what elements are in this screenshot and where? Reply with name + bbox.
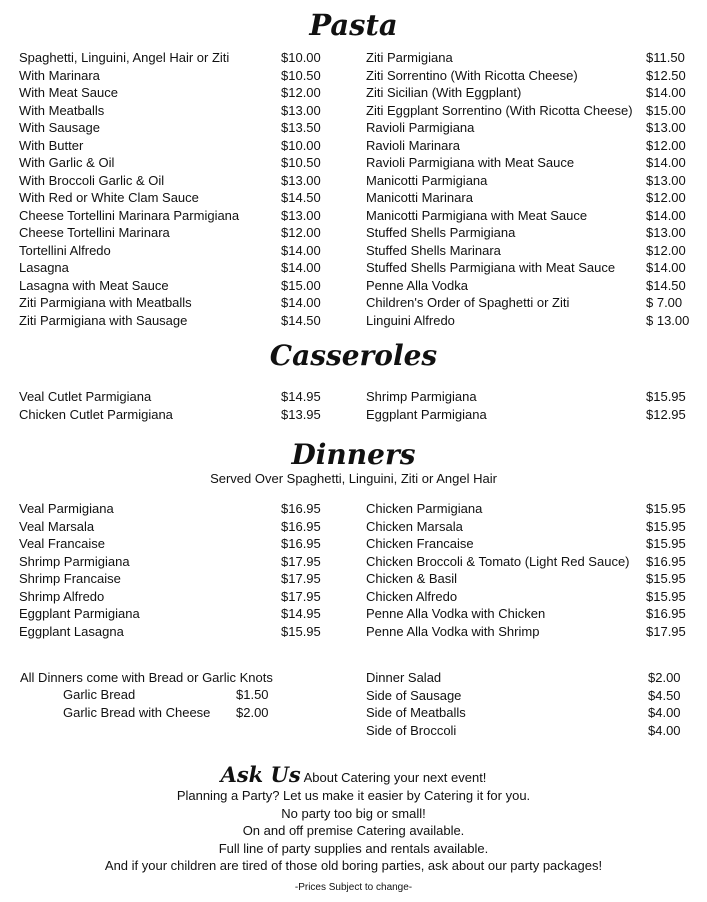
menu-item-row [19,388,331,405]
menu-item-price: $ 13.00 [646,312,690,328]
menu-item-row [19,277,331,294]
menu-item-name: Shrimp Francaise [19,571,121,586]
menu-item-name: Penne Alla Vodka with Chicken [366,606,546,621]
menu-item-price: $13.00 [646,225,686,240]
menu-item-price: $15.95 [646,501,686,516]
menu-item-row [366,605,696,622]
menu-item-row [19,172,331,189]
menu-item-price: $15.95 [646,536,686,551]
menu-item-row [366,722,698,739]
menu-item-name: Spaghetti, Linguini, Angel Hair or Ziti [19,50,230,65]
menu-item-name: Chicken & Basil [366,571,458,586]
menu-item-row [366,553,696,570]
menu-item-row [366,259,696,276]
menu-item-price: $ 7.00 [646,295,683,310]
menu-item-row [366,623,696,640]
menu-item-row [366,224,696,241]
menu-item-price: $13.00 [281,172,321,188]
menu-item-row [19,294,331,311]
menu-item-name: Veal Marsala [19,518,95,534]
menu-item-row [19,312,331,329]
menu-item-price: $12.00 [646,137,686,153]
menu-item-price: $10.00 [281,50,321,65]
menu-item-row [19,102,331,119]
menu-item-name: Veal Francaise [19,536,105,551]
dinners-title: Dinners [291,438,416,471]
menu-item-row [19,518,331,535]
menu-item-name: Ziti Parmigiana with Sausage [19,312,188,328]
catering-line: Full line of party supplies and rentals available. [218,841,489,856]
catering-line: No party too big or small! [281,806,426,821]
menu-item-name: With Red or White Clam Sauce [19,190,199,205]
menu-item-price: $14.00 [646,207,686,223]
menu-item-row [366,669,698,686]
menu-item-row [19,84,331,101]
menu-item-price: $17.95 [281,553,321,569]
menu-item-price: $12.50 [646,67,686,83]
menu-item-name: With Meat Sauce [19,85,118,100]
dinners-bread-note: All Dinners come with Bread or Garlic Knots [20,670,273,685]
menu-item-name: Ravioli Parmigiana with Meat Sauce [366,155,575,170]
menu-item-row [366,588,696,605]
menu-item-row [366,242,696,259]
menu-item-price: $14.95 [281,389,321,404]
menu-item-price: $12.00 [281,85,321,100]
menu-item-price: $16.95 [646,606,686,621]
menu-item-name: Lasagna with Meat Sauce [19,277,169,293]
menu-item-name: Cheese Tortellini Marinara Parmigiana [19,207,240,223]
menu-item-price: $15.00 [281,277,321,293]
menu-item-row [19,189,331,206]
menu-item-name: Penne Alla Vodka [366,277,468,293]
menu-item-name: Garlic Bread with Cheese [63,704,211,720]
menu-item-name: Linguini Alfredo [366,312,455,328]
catering-line: And if your children are tired of those old boring parties, ask about our party packages! [104,858,603,873]
menu-item-name: Shrimp Alfredo [19,588,105,604]
menu-item-name: With Sausage [19,120,100,135]
prices-disclaimer: -Prices Subject to change- [294,882,413,893]
menu-item-name: Shrimp Parmigiana [366,389,477,404]
menu-item-name: Eggplant Lasagna [19,623,124,639]
menu-item-price: $16.95 [646,553,686,569]
menu-item-name: Ziti Parmigiana [366,50,453,65]
menu-item-price: $16.95 [281,501,321,516]
menu-item-price: $17.95 [646,623,686,639]
menu-item-name: Chicken Parmigiana [366,501,483,516]
menu-item-price: $15.00 [646,102,686,118]
menu-item-price: $14.50 [281,190,321,205]
menu-item-row [366,277,696,294]
menu-item-name: Tortellini Alfredo [19,242,111,258]
menu-item-price: $15.95 [646,588,686,604]
menu-item-price: $14.95 [281,606,321,621]
menu-item-price: $13.00 [646,172,686,188]
menu-item-row [19,500,331,517]
catering-line: Planning a Party? Let us make it easier by Catering it for you. [176,788,531,803]
menu-item-row [366,518,696,535]
menu-item-price: $1.50 [236,687,269,702]
menu-item-row [366,207,696,224]
menu-item-price: $15.95 [281,623,321,639]
menu-item-name: Stuffed Shells Marinara [366,242,501,258]
menu-item-price: $10.50 [281,155,321,170]
menu-item-name: Manicotti Marinara [366,190,473,205]
menu-item-name: With Meatballs [19,102,105,118]
menu-item-row [366,570,696,587]
menu-item-name: Eggplant Parmigiana [19,606,140,621]
menu-item-name: Veal Parmigiana [19,501,114,516]
menu-item-name: With Garlic & Oil [19,155,115,170]
menu-item-price: $14.50 [646,277,686,293]
menu-item-price: $10.00 [281,137,321,153]
menu-item-name: Manicotti Parmigiana [366,172,488,188]
menu-item-row [366,704,698,721]
menu-item-name: Chicken Alfredo [366,588,458,604]
menu-item-row [19,137,331,154]
menu-item-price: $17.95 [281,571,321,586]
menu-item-row [366,67,696,84]
menu-item-row [19,224,331,241]
menu-item-row [366,172,696,189]
menu-item-name: Dinner Salad [366,670,442,685]
menu-item-price: $14.00 [646,85,686,100]
menu-item-price: $12.00 [646,242,686,258]
menu-item-row [366,49,696,66]
catering-headline-rest: About Catering your next event! [300,770,487,785]
menu-item-name: Shrimp Parmigiana [19,553,130,569]
menu-item-name: Veal Cutlet Parmigiana [19,389,152,404]
menu-item-row [19,119,331,136]
menu-item-price: $4.00 [648,722,681,738]
menu-item-name: Cheese Tortellini Marinara [19,225,170,240]
menu-item-name: Chicken Broccoli & Tomato (Light Red Sauce) [366,553,630,569]
menu-item-row [19,154,331,171]
menu-item-row [19,49,331,66]
menu-item-name: Side of Broccoli [366,722,457,738]
menu-item-name: Lasagna [19,260,69,275]
menu-item-row [366,687,698,704]
ask-us-text: Ask Us [220,762,301,787]
menu-item-name: Eggplant Parmigiana [366,406,487,422]
menu-item-row [19,570,331,587]
menu-item-name: Side of Meatballs [366,705,466,720]
menu-item-name: Penne Alla Vodka with Shrimp [366,623,540,639]
menu-item-price: $12.00 [646,190,686,205]
menu-item-row [19,623,331,640]
menu-item-row [63,686,286,703]
menu-item-row [19,535,331,552]
menu-item-name: Ziti Sicilian (With Eggplant) [366,85,522,100]
catering-line: On and off premise Catering available. [242,823,465,838]
menu-item-row [19,406,331,423]
menu-item-row [19,605,331,622]
menu-item-row [19,553,331,570]
menu-item-row [366,119,696,136]
menu-item-name: Ziti Eggplant Sorrentino (With Ricotta Cheese) [366,102,633,118]
menu-item-row [366,84,696,101]
menu-item-price: $2.00 [648,670,681,685]
menu-item-name: Chicken Marsala [366,518,463,534]
menu-item-row [19,67,331,84]
menu-item-price: $14.00 [281,242,321,258]
menu-item-price: $12.95 [646,406,686,422]
menu-item-name: Ziti Parmigiana with Meatballs [19,295,192,310]
menu-item-name: Children's Order of Spaghetti or Ziti [366,295,570,310]
menu-item-row [366,500,696,517]
menu-item-row [366,388,696,405]
menu-item-price: $12.00 [281,225,321,240]
menu-item-price: $4.00 [648,705,681,720]
menu-item-row [366,154,696,171]
menu-item-row [63,704,286,721]
dinners-subtitle: Served Over Spaghetti, Linguini, Ziti or Angel Hair [210,471,497,486]
pasta-title: Pasta [309,8,398,42]
menu-item-row [366,294,696,311]
menu-item-price: $4.50 [648,687,681,703]
menu-item-price: $14.50 [281,312,321,328]
menu-item-name: With Butter [19,137,84,153]
menu-item-price: $15.95 [646,389,686,404]
menu-item-row [19,588,331,605]
menu-item-row [19,207,331,224]
menu-item-row [366,137,696,154]
menu-item-price: $13.95 [281,406,321,422]
menu-item-price: $15.95 [646,571,686,586]
menu-item-row [366,406,696,423]
menu-item-price: $16.95 [281,536,321,551]
menu-item-price: $14.00 [646,155,686,170]
menu-item-row [366,189,696,206]
menu-item-price: $11.50 [646,50,685,65]
menu-item-name: Ravioli Marinara [366,137,460,153]
menu-item-name: With Marinara [19,67,100,83]
menu-item-price: $10.50 [281,67,321,83]
menu-item-row [366,102,696,119]
menu-item-price: $13.00 [281,102,321,118]
menu-item-price: $16.95 [281,518,321,534]
menu-item-price: $15.95 [646,518,686,534]
casseroles-title: Casseroles [269,339,438,372]
menu-item-name: Chicken Cutlet Parmigiana [19,406,173,422]
menu-item-name: Chicken Francaise [366,536,474,551]
menu-item-price: $17.95 [281,588,321,604]
menu-item-price: $13.50 [281,120,321,135]
menu-item-price: $13.00 [646,120,686,135]
menu-item-price: $13.00 [281,207,321,223]
menu-item-price: $14.00 [281,260,321,275]
menu-item-name: Side of Sausage [366,687,462,703]
menu-item-name: Garlic Bread [63,687,136,702]
menu-item-name: Ravioli Parmigiana [366,120,475,135]
menu-item-price: $14.00 [646,260,686,275]
menu-item-name: With Broccoli Garlic & Oil [19,172,165,188]
menu-item-name: Stuffed Shells Parmigiana [366,225,516,240]
menu-item-price: $2.00 [236,704,269,720]
menu-item-row [19,259,331,276]
menu-item-name: Ziti Sorrentino (With Ricotta Cheese) [366,67,578,83]
menu-item-row [19,242,331,259]
menu-item-name: Manicotti Parmigiana with Meat Sauce [366,207,588,223]
menu-item-name: Stuffed Shells Parmigiana with Meat Sauce [366,260,616,275]
menu-item-price: $14.00 [281,295,321,310]
menu-item-row [366,312,696,329]
menu-item-row [366,535,696,552]
